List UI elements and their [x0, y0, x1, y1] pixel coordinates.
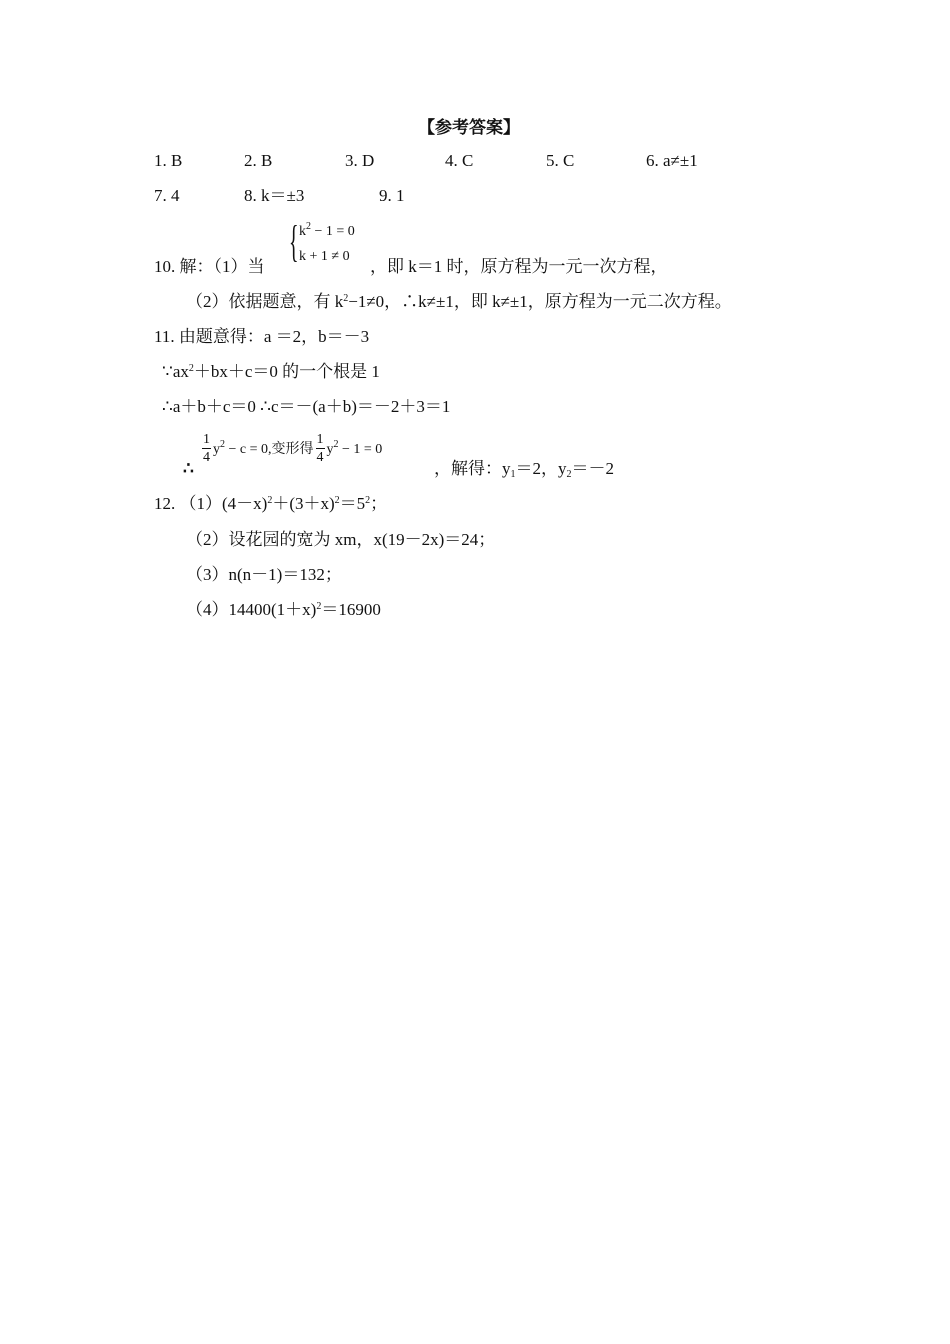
- answer-6: 6. a≠±1: [646, 151, 698, 170]
- fraction-quarter: $\frac{1}{4}$: [203, 432, 210, 466]
- answer-4: 4. C: [445, 151, 474, 170]
- system-line-2: k + 1 ≠ 0: [299, 249, 350, 264]
- therefore-symbol: ∴: [183, 459, 194, 478]
- answer-7: 7. 4: [154, 186, 180, 205]
- page-title: 【参考答案】: [418, 118, 520, 138]
- answer-5: 5. C: [546, 151, 575, 170]
- fraction-quarter-2: $\frac{1}{4}$: [316, 432, 324, 466]
- q12-line2: （2）设花园的宽为 xm，x(19－2x)＝24；: [186, 530, 496, 549]
- q11-equation: $\frac{1}{4}$ $y^2 - c = 0$,变形得 $\frac{1}{4}$ $y^2 - 1 = 0$: [203, 432, 383, 466]
- q10-suffix: ，即 k＝1 时，原方程为一元一次方程，: [370, 257, 668, 276]
- q10-part2: （2）依据题意，有 $k^2-1\ne 0$，∴k≠±1，即 k≠±1，原方程为一元二次方程。: [186, 292, 732, 311]
- q11-line2: $\because ax^2+bx+c=0$ 的一个根是 1: [162, 362, 380, 381]
- answer-8: 8. k＝±3: [244, 186, 305, 205]
- brace-symbol: {: [289, 217, 299, 266]
- q11-line3: ∴a＋b＋c＝0 ∴c＝－(a＋b)＝－2＋3＝1: [162, 397, 451, 416]
- q12-line4: $(4)14400(1+x)^2=16900$: [186, 600, 381, 619]
- q10-prefix: 10. 解：（1）当: [154, 257, 265, 276]
- q12-line1: 12. $(1)(4-x)^2+(3+x)^2=5^2$；: [154, 494, 388, 513]
- answer-1: 1. B: [154, 151, 183, 170]
- q11-line1: 11. 由题意得：a ＝2，b＝－3: [154, 327, 370, 346]
- q11-solution: ，解得：$y_1=2$，$y_2=-2$: [434, 459, 614, 480]
- equation-system: [289, 217, 369, 272]
- answer-2: 2. B: [244, 151, 273, 170]
- answer-9: 9. 1: [379, 186, 405, 205]
- system-line-1: $k^2 - 1 = 0$: [299, 221, 355, 239]
- answer-3: 3. D: [345, 151, 375, 170]
- q12-line3: （3）n(n－1)＝132；: [186, 565, 342, 584]
